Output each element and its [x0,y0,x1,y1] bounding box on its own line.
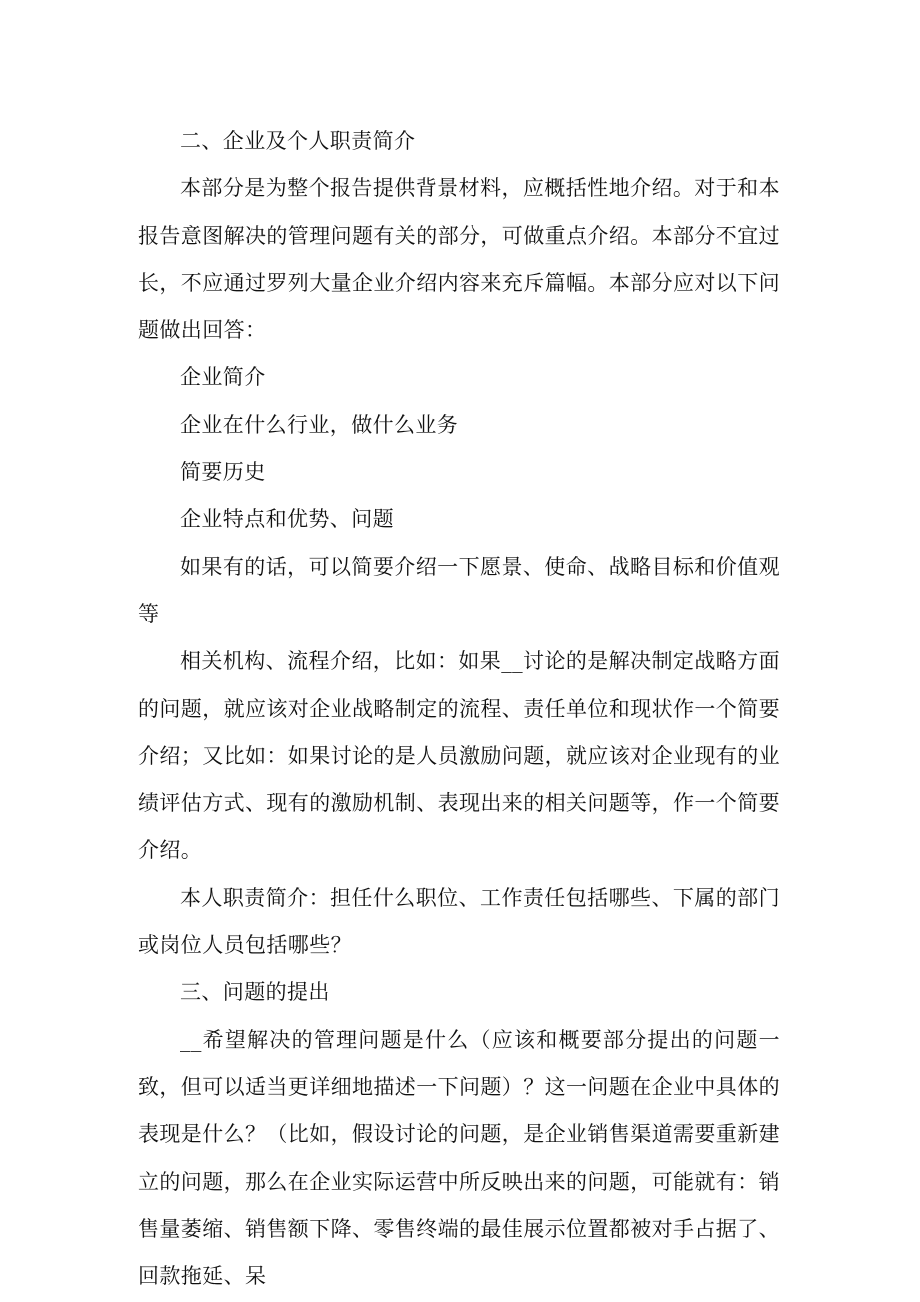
paragraph-background-intro: 本部分是为整个报告提供背景材料，应概括性地介绍。对于和本报告意图解决的管理问题有关的部分，可做重点介绍。本部分不宜过长，不应通过罗列大量企业介绍内容来充斥篇幅。本部分应对以下问题做出回答： [138,176,780,343]
list-item-vision-mission: 如果有的话，可以简要介绍一下愿景、使命、战略目标和价值观等 [138,554,780,626]
document-body [138,118,780,1300]
section-heading-problem-statement: 三、问题的提出 [180,980,330,1005]
list-item-company-intro: 企业简介 [180,365,266,390]
paragraph-personal-duties: 本人职责简介：担任什么职位、工作责任包括哪些、下属的部门或岗位人员包括哪些？ [138,885,780,958]
paragraph-problem-description: __希望解决的管理问题是什么（应该和概要部分提出的问题一致，但可以适当更详细地描述一下问题）？这一问题在企业中具体的表现是什么？（比如，假设讨论的问题，是企业销售渠道需要重新建立的问题，那么在企业实际运营中所反映出来的问题，可能就有：销售量萎缩、销售额下降、零售终端的最佳展示位置都被对手占据了、回款拖延、呆 [138,1027,780,1289]
list-item-features-advantages: 企业特点和优势、问题 [180,507,394,532]
section-heading-company-duties: 二、企业及个人职责简介 [180,129,416,153]
paragraph-organization-process: 相关机构、流程介绍，比如：如果__讨论的是解决制定战略方面的问题，就应该对企业战略制定的流程、责任单位和现状作一个简要介绍；又比如：如果讨论的是人员激励问题，就应该对企业现有的业绩评估方式、现有的激励机制、表现出来的相关问题等，作一个简要介绍。 [138,649,780,863]
list-item-industry-business: 企业在什么行业，做什么业务 [180,412,459,437]
list-item-brief-history: 简要历史 [180,460,266,485]
